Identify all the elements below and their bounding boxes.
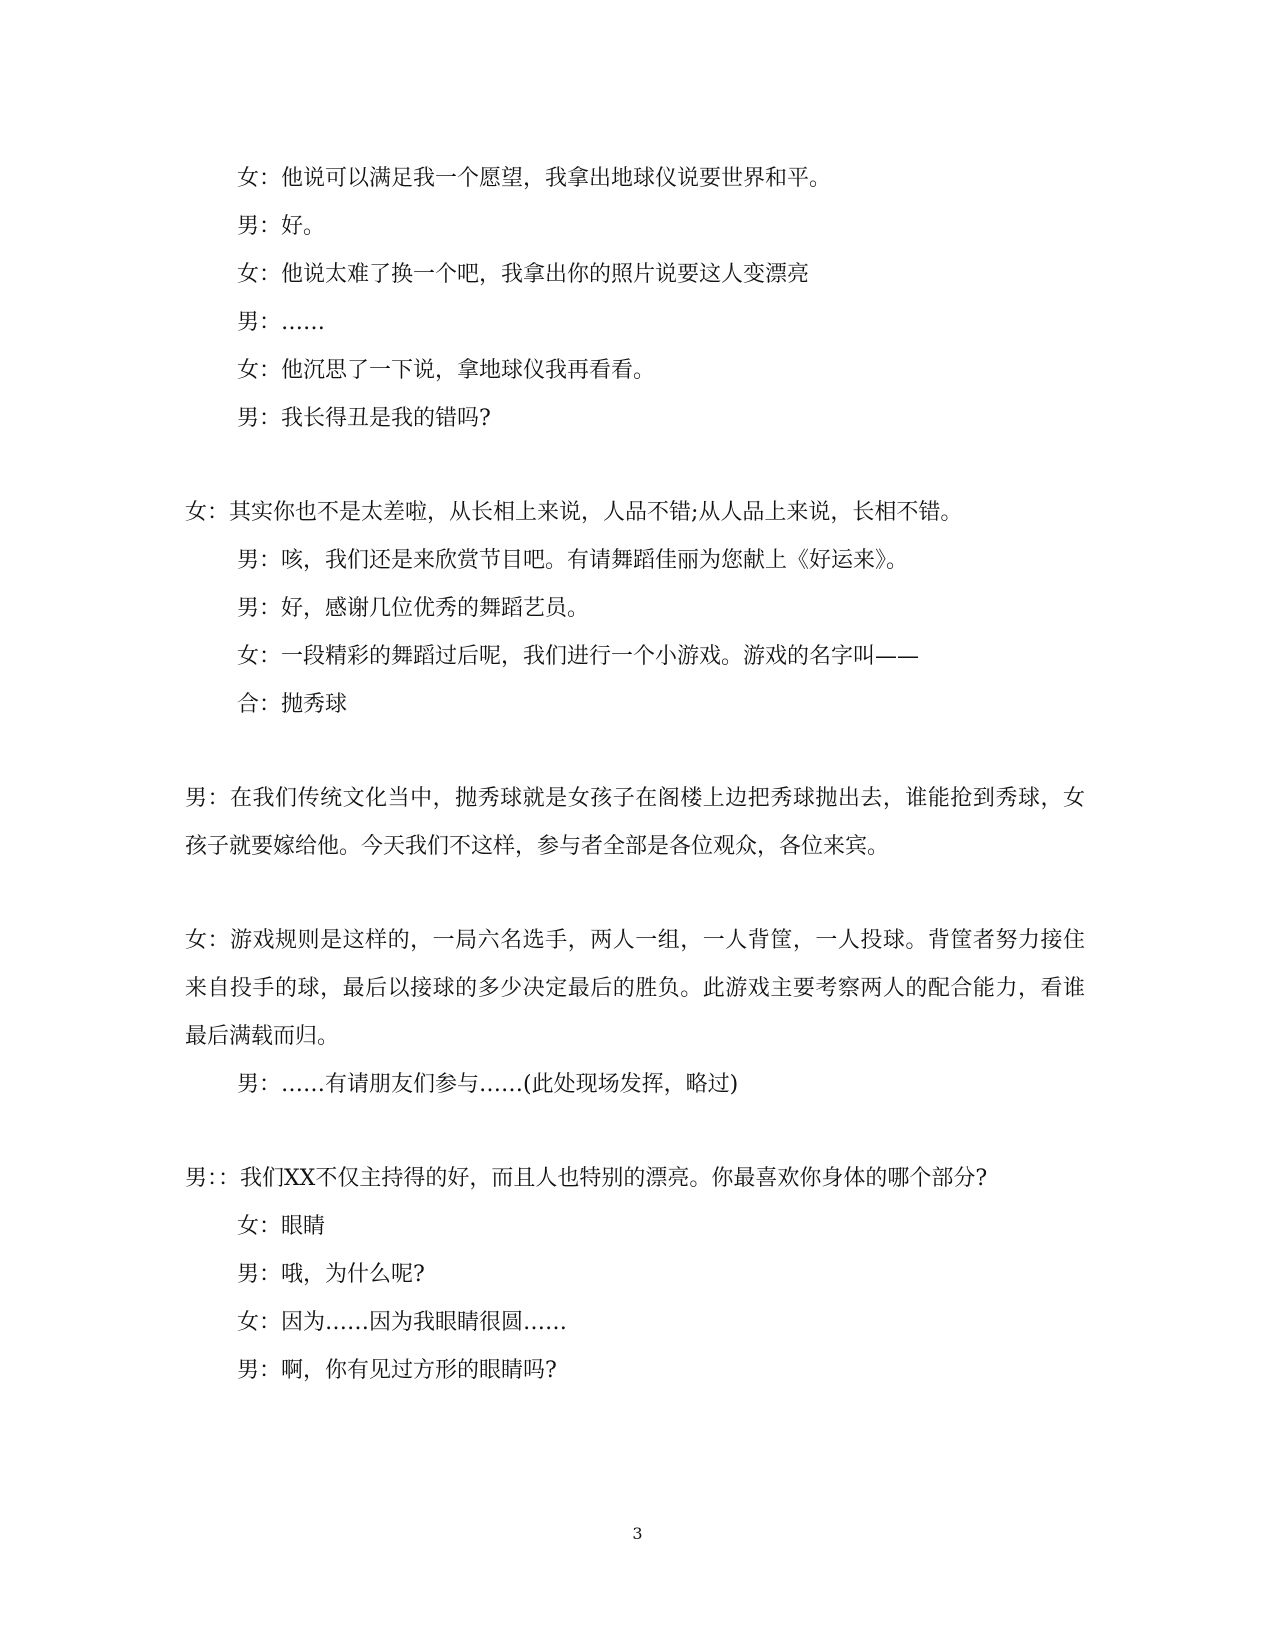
dialogue-line: 男：哦，为什么呢? bbox=[237, 1262, 425, 1287]
dialogue-line: 合：抛秀球 bbox=[237, 692, 348, 717]
document-body bbox=[185, 155, 1085, 1395]
dialogue-line: 男：我长得丑是我的错吗? bbox=[237, 406, 491, 431]
dialogue-line: 女：他说太难了换一个吧，我拿出你的照片说要这人变漂亮 bbox=[237, 262, 810, 287]
dialogue-line: 女：他沉思了一下说，拿地球仪我再看看。 bbox=[237, 358, 656, 383]
dialogue-line: 男：啊，你有见过方形的眼睛吗? bbox=[237, 1358, 557, 1383]
dialogue-line: 男：……有请朋友们参与……(此处现场发挥，略过) bbox=[237, 1072, 739, 1097]
dialogue-paragraph: 男：在我们传统文化当中，抛秀球就是女孩子在阁楼上边把秀球抛出去，谁能抢到秀球，女孩子就要嫁给他。今天我们不这样，参与者全部是各位观众，各位来宾。 bbox=[185, 786, 1085, 859]
paragraph-gap bbox=[185, 871, 1085, 917]
dialogue-paragraph: 女：游戏规则是这样的，一局六名选手，两人一组，一人背筐，一人投球。背筐者努力接住来自投手的球，最后以接球的多少决定最后的胜负。此游戏主要考察两人的配合能力，看谁最后满载而归。 bbox=[185, 928, 1085, 1049]
dialogue-line: 男：…… bbox=[237, 310, 326, 335]
dialogue-line: 男：好。 bbox=[237, 214, 326, 239]
page-number: 3 bbox=[632, 1524, 643, 1543]
paragraph-gap bbox=[185, 1109, 1085, 1155]
dialogue-line: 女：其实你也不是太差啦，从长相上来说，人品不错;从人品上来说，长相不错。 bbox=[185, 500, 963, 525]
dialogue-paragraph: 男：：我们XX不仅主持得的好，而且人也特别的漂亮。你最喜欢你身体的哪个部分? bbox=[185, 1166, 988, 1191]
dialogue-line: 女：眼睛 bbox=[237, 1214, 326, 1239]
dialogue-line: 女：一段精彩的舞蹈过后呢，我们进行一个小游戏。游戏的名字叫—— bbox=[237, 644, 920, 669]
paragraph-gap bbox=[185, 443, 1085, 489]
dialogue-line: 男：好，感谢几位优秀的舞蹈艺员。 bbox=[237, 596, 590, 621]
paragraph-gap bbox=[185, 729, 1085, 775]
dialogue-line: 女：他说可以满足我一个愿望，我拿出地球仪说要世界和平。 bbox=[237, 166, 832, 191]
dialogue-line: 女：因为……因为我眼睛很圆…… bbox=[237, 1310, 568, 1335]
dialogue-line: 男：咳，我们还是来欣赏节目吧。有请舞蹈佳丽为您献上《好运来》。 bbox=[237, 548, 909, 573]
